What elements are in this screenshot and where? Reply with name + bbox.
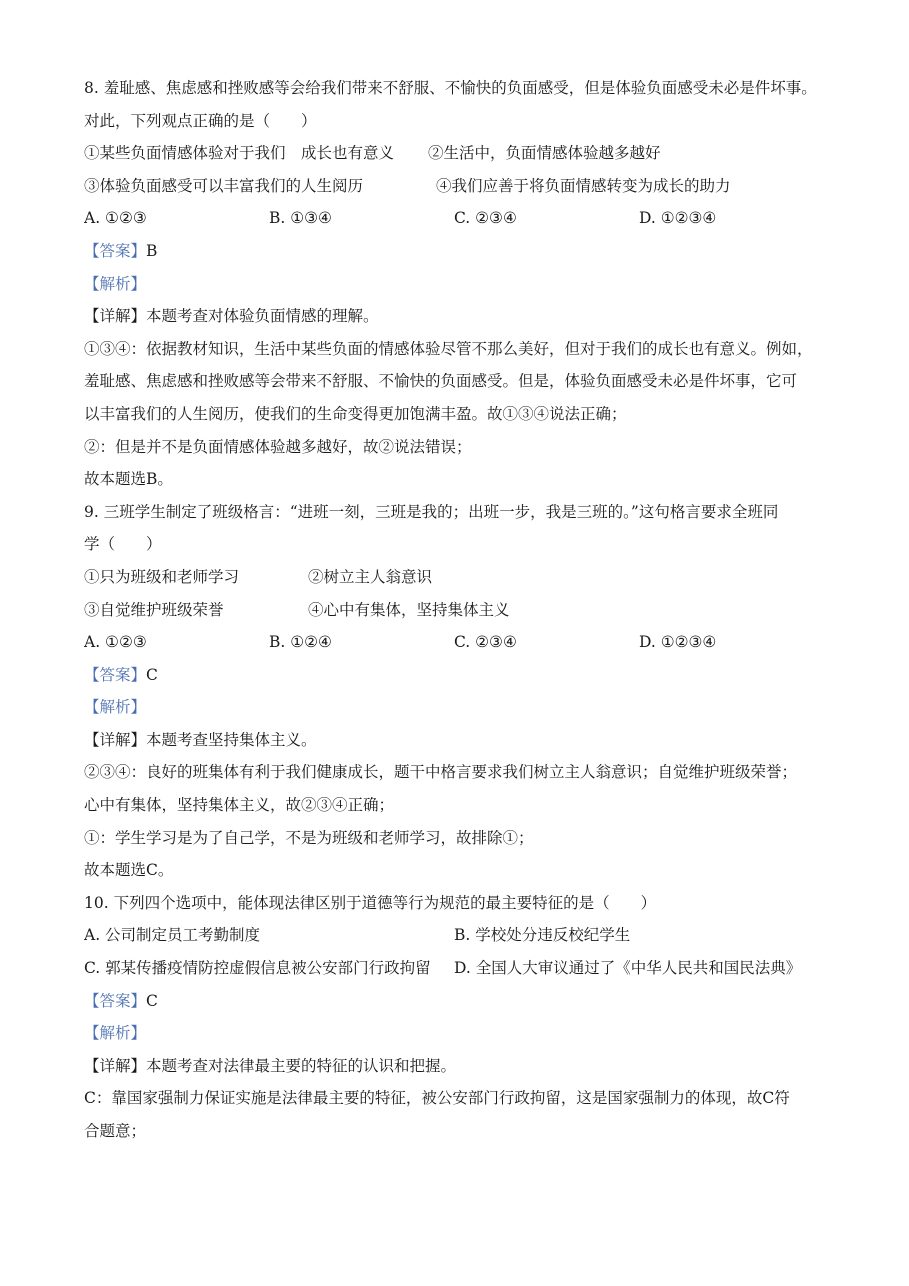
detail-line: 羞耻感、焦虑感和挫败感等会带来不舒服、不愉快的负面感受。但是，体验负面感受未必是件坏事，它可 — [84, 372, 798, 391]
statement-4: ④心中有集体，坚持集体主义 — [308, 600, 510, 619]
option-b: B. ①②④ — [269, 633, 332, 652]
answer-line — [84, 235, 844, 268]
option-a: A. ①②③ — [84, 209, 147, 228]
detail-line: 【详解】本题考查对法律最主要的特征的认识和把握。 — [84, 1056, 457, 1075]
options-row — [84, 952, 844, 985]
detail-line: ②：但是并不是负面情感体验越多越好，故②说法错误； — [84, 437, 472, 456]
options-row — [84, 626, 844, 659]
answer-line — [84, 659, 844, 692]
options-row — [84, 919, 844, 952]
detail-line: 【详解】本题考查坚持集体主义。 — [84, 730, 317, 749]
question-stem: 8. 羞耻感、焦虑感和挫败感等会给我们带来不舒服、不愉快的负面感受，但是体验负面感受未必是件坏事。 — [84, 79, 817, 97]
option-c: C. 郭某传播疫情防控虚假信息被公安部门行政拘留 — [84, 959, 431, 978]
statement-row — [84, 137, 844, 170]
statement-row — [84, 170, 844, 203]
answer-label: 【答案】 — [84, 665, 147, 684]
option-c: C. ②③④ — [454, 209, 517, 228]
document-page — [84, 72, 844, 1148]
question-stem: 10. 下列四个选项中，能体现法律区别于道德等行为规范的最主要特征的是（ ） — [84, 893, 657, 912]
option-d: D. ①②③④ — [639, 633, 717, 652]
answer-label: 【答案】 — [84, 241, 147, 260]
answer-value: B — [146, 241, 158, 260]
option-c: C. ②③④ — [454, 633, 517, 652]
statement-row — [84, 561, 844, 594]
analysis-label: 【解析】 — [84, 698, 147, 717]
detail-line: 故本题选C。 — [84, 861, 174, 880]
option-a: A. ①②③ — [84, 633, 147, 652]
question-8 — [84, 72, 844, 496]
statement-row — [84, 594, 844, 627]
statement-1: ①某些负面情感体验对于我们 成长也有意义 — [84, 144, 395, 163]
detail-line: 【详解】本题考查对体验负面情感的理解。 — [84, 307, 379, 326]
option-d: D. 全国人大审议通过了《中华人民共和国民法典》 — [454, 959, 802, 978]
question-stem: 9. 三班学生制定了班级格言：“进班一刻，三班是我的；出班一步，我是三班的。”这句格言要求全班同 — [84, 502, 779, 521]
detail-line: 故本题选B。 — [84, 470, 173, 489]
question-stem: 学（ ） — [84, 535, 162, 554]
answer-line — [84, 985, 844, 1018]
analysis-label: 【解析】 — [84, 1024, 147, 1043]
options-row — [84, 202, 844, 235]
statement-2: ②生活中，负面情感体验越多越好 — [428, 144, 661, 163]
statement-2: ②树立主人翁意识 — [308, 567, 433, 586]
detail-line: C：靠国家强制力保证实施是法律最主要的特征，被公安部门行政拘留，这是国家强制力的体现，故C符 — [84, 1089, 790, 1108]
detail-line: 合题意； — [84, 1122, 147, 1140]
statement-4: ④我们应善于将负面情感转变为成长的助力 — [436, 176, 731, 195]
answer-value: C — [146, 991, 158, 1010]
question-stem: 对此，下列观点正确的是（ ） — [84, 111, 317, 130]
option-a: A. 公司制定员工考勤制度 — [84, 926, 261, 945]
option-d: D. ①②③④ — [639, 209, 717, 228]
statement-3: ③自觉维护班级荣誉 — [84, 600, 224, 619]
statement-3: ③体验负面感受可以丰富我们的人生阅历 — [84, 176, 364, 195]
detail-line: ①：学生学习是为了自己学，不是为班级和老师学习，故排除①； — [84, 828, 534, 847]
detail-line: 心中有集体，坚持集体主义，故②③④正确； — [84, 796, 395, 815]
option-b: B. 学校处分违反校纪学生 — [454, 926, 631, 945]
question-10 — [84, 887, 844, 1148]
question-9 — [84, 496, 844, 887]
answer-label: 【答案】 — [84, 991, 147, 1010]
answer-value: C — [146, 665, 158, 684]
detail-line: ②③④：良好的班集体有利于我们健康成长，题干中格言要求我们树立主人翁意识；自觉维护班级荣誉； — [84, 763, 798, 782]
analysis-label: 【解析】 — [84, 274, 147, 293]
option-b: B. ①③④ — [269, 209, 332, 228]
detail-line: 以丰富我们的人生阅历，使我们的生命变得更加饱满丰盈。故①③④说法正确； — [84, 404, 627, 423]
statement-1: ①只为班级和老师学习 — [84, 567, 240, 586]
detail-line: ①③④：依据教材知识，生活中某些负面的情感体验尽管不那么美好，但对于我们的成长也有意义。例如， — [84, 339, 813, 358]
